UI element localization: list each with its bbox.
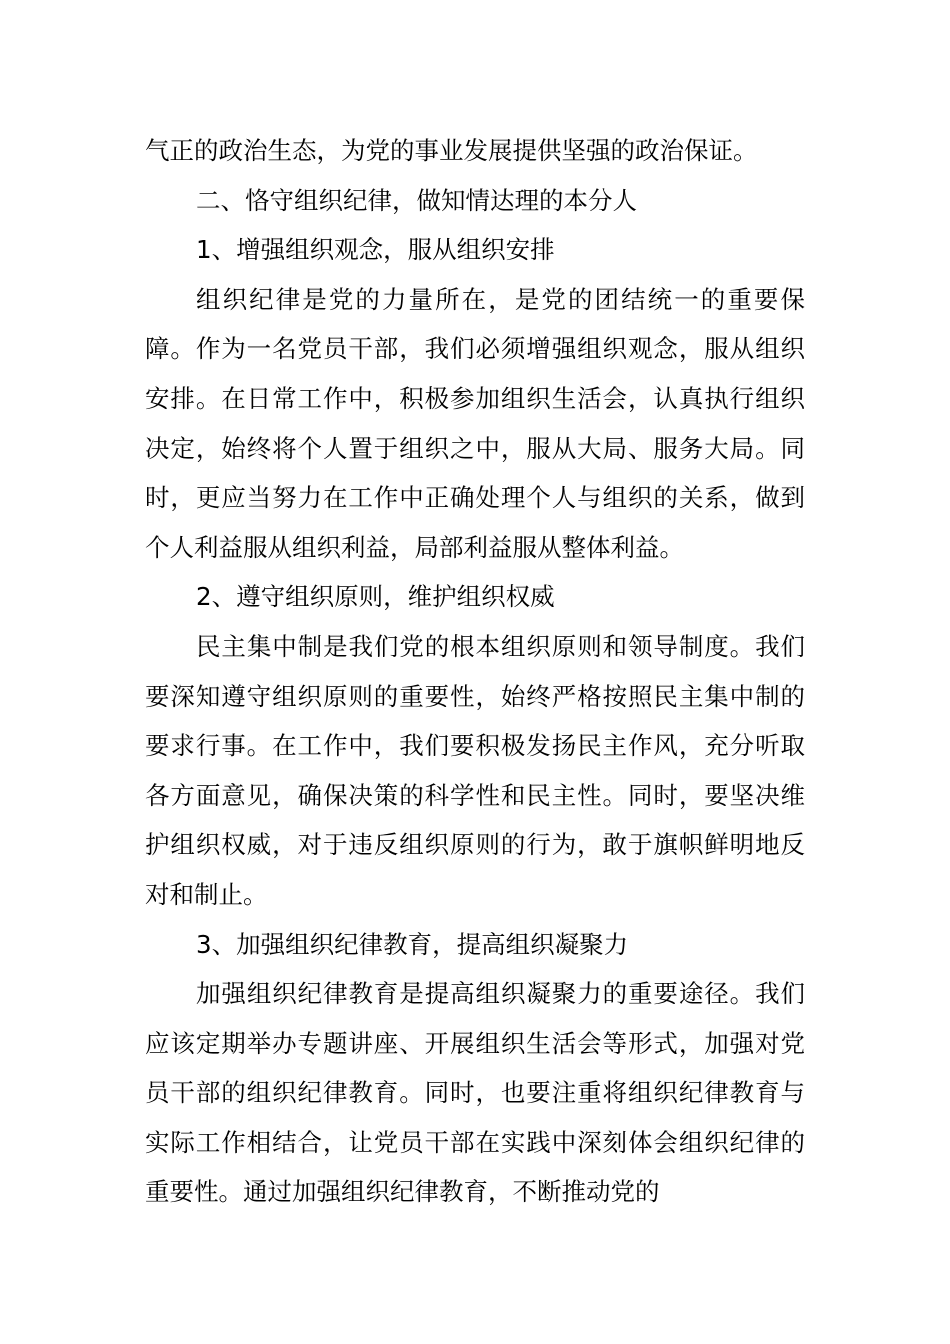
section-heading: 二、恪守组织纪律，做知情达理的本分人 (196, 185, 637, 215)
subsection-heading-1: 1、增强组织观念，服从组织安排 (196, 235, 555, 265)
paragraph-body-2: 民主集中制是我们党的根本组织原则和领导制度。我们要深知遵守组织原则的重要性，始终严格按照民主集中制的要求行事。在工作中，我们要积极发扬民主作风，充分听取各方面意见，确保决策的科学性和民主性。同时，要坚决维护组织权威，对于违反组织原则的行为，敢于旗帜鲜明地反对和制止。 (145, 631, 805, 909)
document-body (145, 126, 805, 1217)
paragraph-continuation: 气正的政治生态，为党的事业发展提供坚强的政治保证。 (145, 136, 758, 165)
paragraph-body-3: 加强组织纪律教育是提高组织凝聚力的重要途径。我们应该定期举办专题讲座、开展组织生活会等形式，加强对党员干部的组织纪律教育。同时，也要注重将组织纪律教育与实际工作相结合，让党员干部在实践中深刻体会组织纪律的重要性。通过加强组织纪律教育，不断推动党的 (145, 979, 805, 1207)
paragraph-body-1: 组织纪律是党的力量所在，是党的团结统一的重要保障。作为一名党员干部，我们必须增强组织观念，服从组织安排。在日常工作中，积极参加组织生活会，认真执行组织决定，始终将个人置于组织之中，服从大局、服务大局。同时，更应当努力在工作中正确处理个人与组织的关系，做到个人利益服从组织利益，局部利益服从整体利益。 (145, 284, 805, 562)
subsection-heading-2: 2、遵守组织原则，维护组织权威 (196, 582, 555, 612)
subsection-heading-3: 3、加强组织纪律教育，提高组织凝聚力 (196, 929, 629, 959)
